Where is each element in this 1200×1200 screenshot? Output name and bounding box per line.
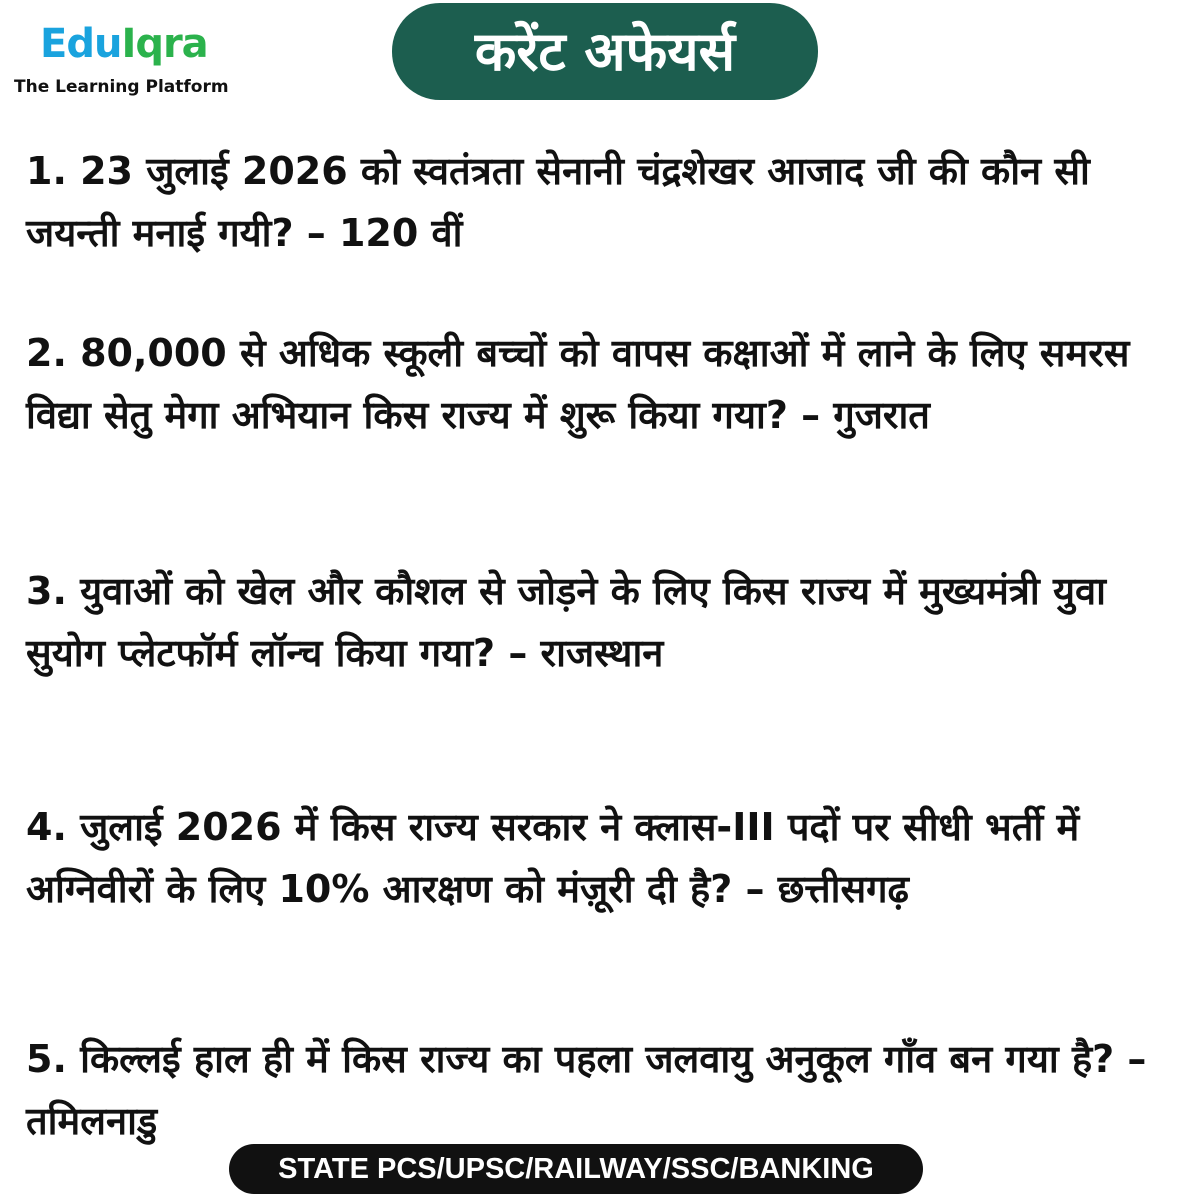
question-item-5: 5. किल्लई हाल ही में किस राज्य का पहला जलवायु अनुकूल गाँव बन गया है? – तमिलनाडु [26, 1037, 1147, 1143]
question-item-1: 1. 23 जुलाई 2026 को स्वतंत्रता सेनानी चंद्रशेखर आजाद जी की कौन सी जयन्ती मनाई गयी? – 120 वीं [26, 149, 1090, 255]
brand-logo [14, 22, 264, 98]
question-item-4: 4. जुलाई 2026 में किस राज्य सरकार ने क्लास-III पदों पर सीधी भर्ती में अग्निवीरों के लिए 10% आरक्षण को मंज़ूरी दी है? – छत्तीसगढ़ [26, 805, 1080, 911]
brand-name-iqra: Iqra [121, 21, 208, 67]
page-title: करेंट अफेयर्स [392, 3, 818, 100]
question-item-2: 2. 80,000 से अधिक स्कूली बच्चों को वापस कक्षाओं में लाने के लिए समरस विद्या सेतु मेगा अभियान किस राज्य में शुरू किया गया? – गुजरात [26, 331, 1130, 437]
brand-name-edu: Edu [40, 21, 122, 67]
footer-exam-banner: STATE PCS/UPSC/RAILWAY/SSC/BANKING [229, 1144, 923, 1194]
brand-tagline: The Learning Platform [14, 77, 229, 97]
brand-name [14, 22, 264, 66]
question-item-3: 3. युवाओं को खेल और कौशल से जोड़ने के लिए किस राज्य में मुख्यमंत्री युवा सुयोग प्लेटफॉर्म लॉन्च किया गया? – राजस्थान [26, 569, 1106, 675]
